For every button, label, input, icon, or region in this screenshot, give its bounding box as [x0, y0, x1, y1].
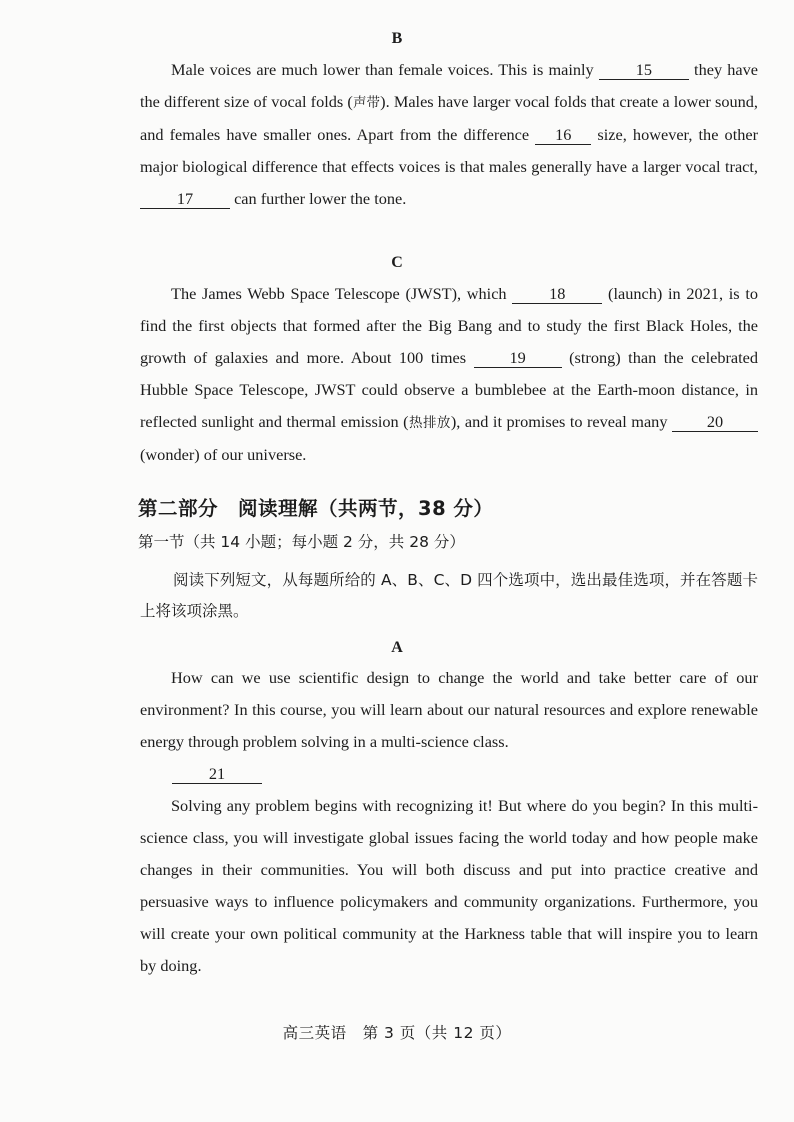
part-two-title: 第二部分 阅读理解（共两节，38 分）	[138, 497, 494, 520]
blank-15: 15	[599, 61, 689, 80]
blank-18: 18	[512, 285, 602, 304]
section-b-passage: Male voices are much lower than female voices. This is mainly 15 they have the different size of vocal folds (声带). Males have larger vocal folds that create a lower sound, and females have smaller ones. Apart from the difference 16 size, however, the other major biological difference that effects voices is that males generally have a larger vocal tract, 17 can further lower the tone.	[140, 60, 759, 208]
reading-instructions: 阅读下列短文，从每题所给的 A、B、C、D 四个选项中，选出最佳选项，并在答题卡上将该项涂黑。	[140, 571, 758, 620]
section-a-heading: A	[391, 639, 403, 656]
section-one-title: 第一节（共 14 小题；每小题 2 分，共 28 分）	[138, 533, 465, 551]
section-a-passage: Solving any problem begins with recognizing it! But where do you begin? In this multi-science class, you will investigate global issues facing the world today and how people make changes in their communities. You will both discuss and put into practice creative and persuasive ways to influence policymakers and community organizations. Furthermore, you will create your own political community at the Harkness table that will inspire you to learn by doing.	[140, 796, 758, 975]
blank-17: 17	[140, 190, 230, 209]
blank-20: 20	[672, 413, 758, 432]
blank-19: 19	[474, 349, 562, 368]
page-footer: 高三英语 第 3 页（共 12 页）	[282, 1024, 512, 1042]
blank-21: 21	[172, 765, 262, 784]
blank-16: 16	[535, 126, 591, 145]
section-b-heading: B	[391, 30, 403, 47]
section-c-heading: C	[391, 254, 403, 271]
section-a-intro: How can we use scientific design to change the world and take better care of our environment? In this course, you will learn about our natural resources and explore renewable energy through problem solving in a multi-science class.	[140, 668, 758, 751]
section-c-passage: The James Webb Space Telescope (JWST), which 18 (launch) in 2021, is to find the first objects that formed after the Big Bang and to study the first Black Holes, the growth of galaxies and more. About 100 times 19 (strong) than the celebrated Hubble Space Telescope, JWST could observe a bumblebee at the Earth-moon distance, in reflected sunlight and thermal emission (热排放), and it promises to reveal many 20 (wonder) of our universe.	[140, 284, 759, 464]
